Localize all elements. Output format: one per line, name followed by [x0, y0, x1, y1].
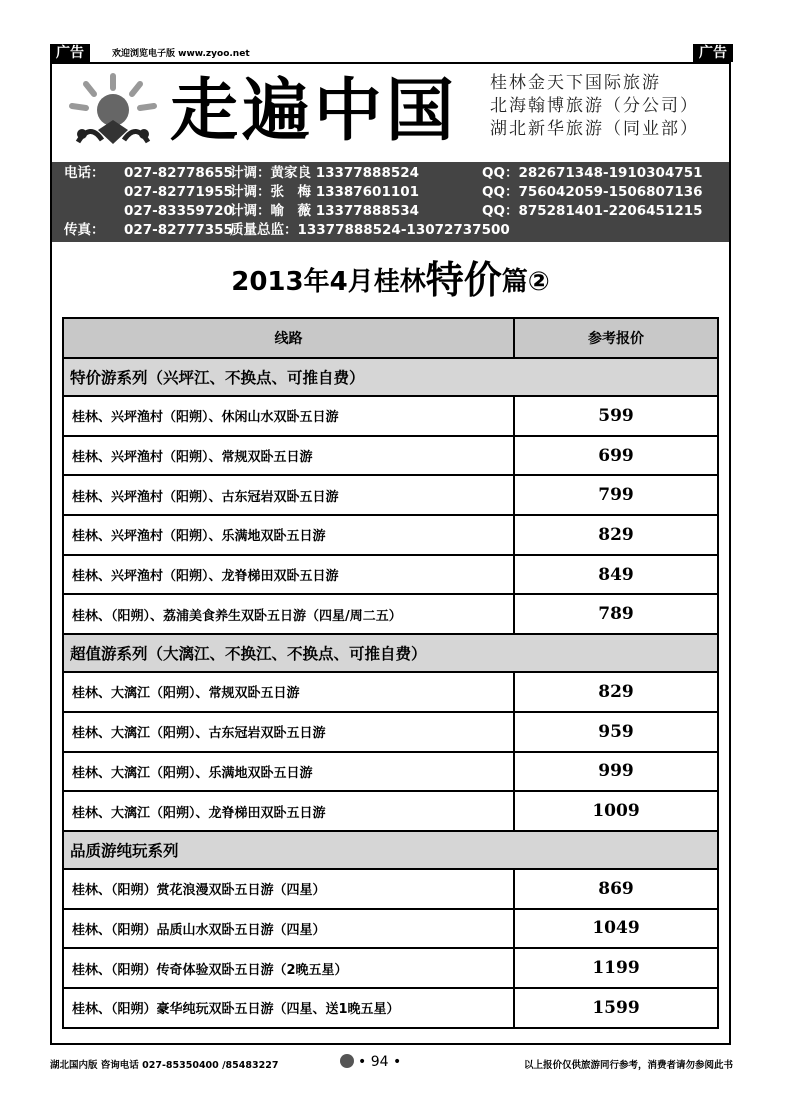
price-cell: 1009: [514, 791, 718, 831]
table-row: [63, 988, 718, 1028]
quality-director-contact: 质量总监：13377888524-13072737500: [230, 222, 510, 238]
route-cell: 桂林、大漓江（阳朔）、常规双卧五日游: [63, 672, 514, 712]
price-cell: 959: [514, 712, 718, 752]
price-cell: 699: [514, 436, 718, 476]
category-row: [63, 358, 718, 396]
price-cell: 869: [514, 869, 718, 909]
route-cell: 桂林、（阳朔）赏花浪漫双卧五日游（四星）: [63, 869, 514, 909]
table-header-row: [63, 318, 718, 358]
welcome-text: 欢迎浏览电子版 www.zyoo.net: [112, 49, 250, 59]
publisher-badge-icon: [340, 1054, 354, 1068]
price-cell: 829: [514, 515, 718, 555]
qq-number: QQ：282671348-1910304751: [482, 165, 703, 181]
price-cell: 1599: [514, 988, 718, 1028]
table-row: [63, 475, 718, 515]
agency-name: 北海翰博旅游（分公司）: [490, 96, 699, 116]
planner-contact: 计调：黄家良 13377888524: [230, 165, 420, 181]
table-row: [63, 515, 718, 555]
title-highlight: 特价: [425, 258, 502, 302]
table-row: [63, 672, 718, 712]
route-cell: 桂林、（阳朔）、荔浦美食养生双卧五日游（四星/周二五）: [63, 594, 514, 634]
planner-contact: 计调：张 梅 13387601101: [230, 184, 420, 200]
route-cell: 桂林、兴坪渔村（阳朔）、常规双卧五日游: [63, 436, 514, 476]
ad-card: [50, 62, 731, 1045]
contact-label: 传真：: [64, 222, 105, 238]
route-cell: 桂林、大漓江（阳朔）、乐满地双卧五日游: [63, 752, 514, 792]
contact-panel: [52, 162, 729, 242]
route-cell: 桂林、兴坪渔村（阳朔）、乐满地双卧五日游: [63, 515, 514, 555]
contact-label: 电话：: [64, 165, 105, 181]
table-row: [63, 712, 718, 752]
phone-number: 027-83359720: [124, 203, 233, 219]
page-footer: [50, 1055, 733, 1071]
route-cell: 桂林、兴坪渔村（阳朔）、古东冠岩双卧五日游: [63, 475, 514, 515]
contact-row: [52, 164, 729, 183]
price-table: [62, 317, 719, 1029]
agency-name: 桂林金天下国际旅游: [490, 73, 661, 93]
route-cell: 桂林、大漓江（阳朔）、古东冠岩双卧五日游: [63, 712, 514, 752]
column-header-route: 线路: [63, 318, 514, 358]
price-cell: 789: [514, 594, 718, 634]
title-suffix: 篇②: [501, 267, 550, 297]
table-row: [63, 869, 718, 909]
planner-contact: 计调：喻 薇 13377888534: [230, 203, 420, 219]
phone-number: 027-82778655: [124, 165, 233, 181]
table-row: [63, 594, 718, 634]
table-row: [63, 752, 718, 792]
route-cell: 桂林、兴坪渔村（阳朔）、休闲山水双卧五日游: [63, 396, 514, 436]
price-cell: 849: [514, 555, 718, 595]
price-cell: 1199: [514, 948, 718, 988]
route-cell: 桂林、（阳朔）品质山水双卧五日游（四星）: [63, 909, 514, 949]
table-row: [63, 396, 718, 436]
table-row: [63, 948, 718, 988]
banner: [52, 64, 729, 160]
price-cell: 829: [514, 672, 718, 712]
page-number-wrap: [340, 1054, 401, 1070]
price-cell: 999: [514, 752, 718, 792]
contact-row: [52, 183, 729, 202]
column-header-price: 参考报价: [514, 318, 718, 358]
ad-tag-left: 广告: [50, 44, 90, 62]
table-row: [63, 436, 718, 476]
contact-row: [52, 221, 729, 240]
title-prefix: 2013年4月桂林: [231, 267, 426, 297]
category-row: [63, 831, 718, 869]
brand-name: 走遍中国: [170, 71, 459, 151]
price-cell: 799: [514, 475, 718, 515]
price-cell: 599: [514, 396, 718, 436]
category-row: [63, 634, 718, 672]
page-title: [52, 260, 729, 302]
agency-name: 湖北新华旅游（同业部）: [490, 119, 699, 139]
qq-number: QQ：875281401-2206451215: [482, 203, 703, 219]
footer-contact: 湖北国内版 咨询电话 027-85350400 /85483227: [50, 1060, 279, 1071]
sun-logo-icon: [58, 70, 168, 154]
category-title: 特价游系列（兴坪江、不换点、可推自费）: [63, 358, 718, 396]
qq-number: QQ：756042059-1506807136: [482, 184, 703, 200]
table-row: [63, 791, 718, 831]
page-number: • 94 •: [358, 1054, 402, 1070]
price-cell: 1049: [514, 909, 718, 949]
table-row: [63, 909, 718, 949]
contact-row: [52, 202, 729, 221]
route-cell: 桂林、大漓江（阳朔）、龙脊梯田双卧五日游: [63, 791, 514, 831]
route-cell: 桂林、兴坪渔村（阳朔）、龙脊梯田双卧五日游: [63, 555, 514, 595]
route-cell: 桂林、（阳朔）传奇体验双卧五日游（2晚五星）: [63, 948, 514, 988]
phone-number: 027-82771955: [124, 184, 233, 200]
price-table-wrap: [62, 317, 719, 1029]
fax-number: 027-82777355: [124, 222, 233, 238]
footer-disclaimer: 以上报价仅供旅游同行参考，消费者请勿参阅此书: [523, 1060, 733, 1071]
category-title: 超值游系列（大漓江、不换江、不换点、可推自费）: [63, 634, 718, 672]
table-row: [63, 555, 718, 595]
category-title: 品质游纯玩系列: [63, 831, 718, 869]
agency-list: [490, 72, 699, 141]
ad-tag-right: 广告: [693, 44, 733, 62]
route-cell: 桂林、（阳朔）豪华纯玩双卧五日游（四星、送1晚五星）: [63, 988, 514, 1028]
top-bar: [50, 44, 733, 62]
